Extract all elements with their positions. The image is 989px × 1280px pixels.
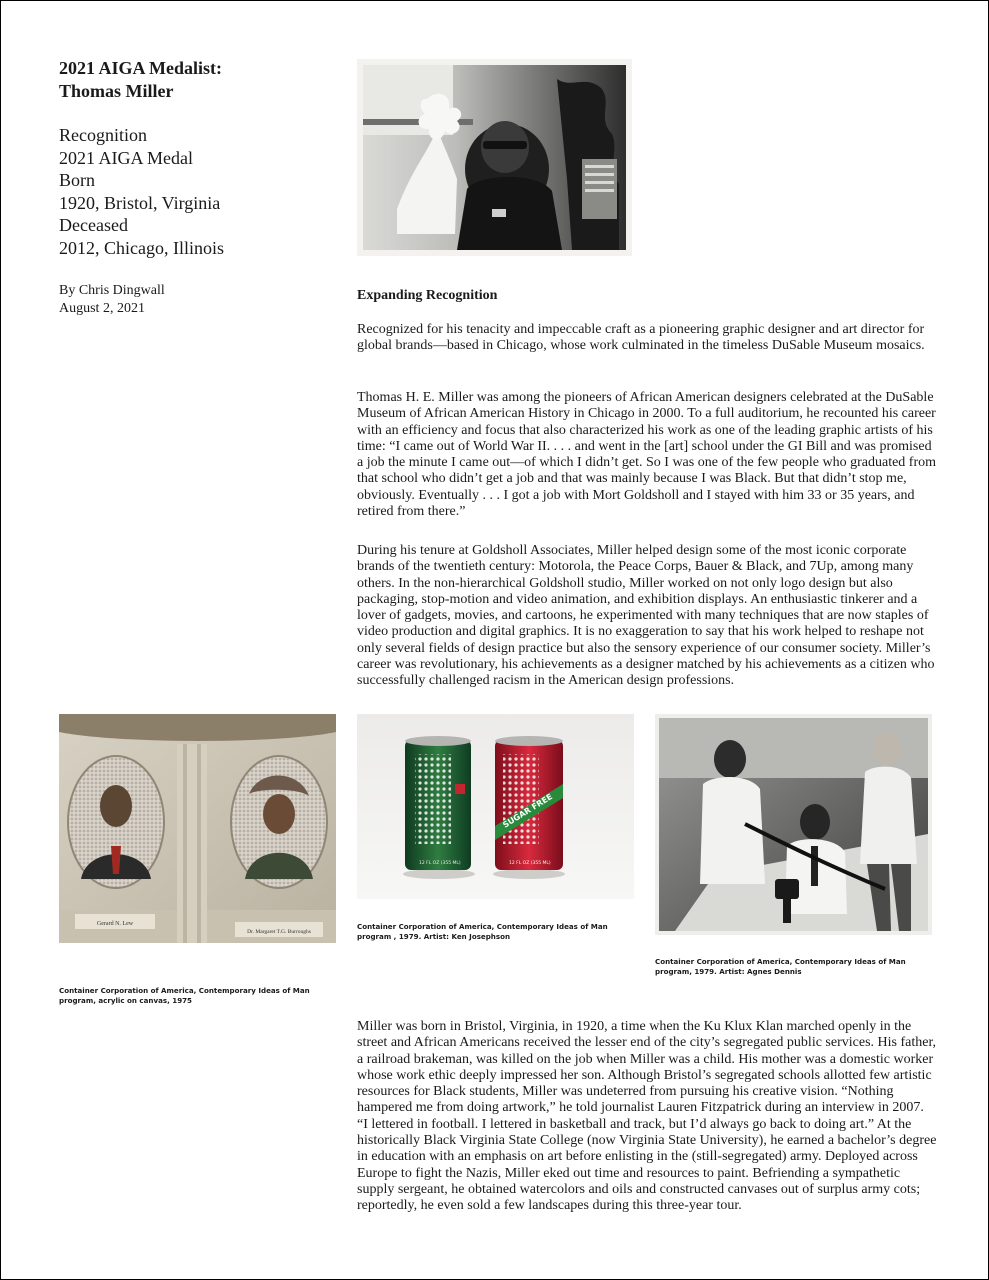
- cans-photo: [357, 714, 634, 899]
- cans-caption: Container Corporation of America, Contemporary Ideas of Man program , 1979. Artist: Ken Josephson: [357, 922, 608, 941]
- deceased-value: 2012, Chicago, Illinois: [59, 237, 224, 258]
- article-paragraph: Miller was born in Bristol, Virginia, in 1920, a time when the Ku Klux Klan marched openly in the street and African Americans received the lesser end of the city’s segregated public services. His father, a railroad brakeman, was killed on the job when Miller was a child. His mother was a domestic worker whose work ethic deeply impressed her son. Although Bristol’s segregated schools allotted few artistic resources for Black students, Miller was undeterred from pursuing his creative vision. “Nothing hampered me from doing artwork,” he told journalist Lauren Fitzpatrick during an interview in 2007. “I lettered in football. I lettered in basketball and track, but I’d always go back to doing art.” At the historically Black Virginia State College (now Virginia State University), he earned a bachelor’s degree in education with an emphasis on art before enlisting in the (still-segregated) army. Deployed across Europe to fight the Nazis, Miller eked out time and resources to paint. Befriending a sympathetic supply sergeant, he obtained watercolors and oils and constructed canvases out of surplus army cots; reportedly, he even sold a few landscapes during this three-year tour.: [357, 1019, 937, 1214]
- born-label: Born: [59, 170, 95, 191]
- studio-photo: [655, 714, 932, 935]
- section-heading: Expanding Recognition: [357, 288, 498, 303]
- title-line-2: Thomas Miller: [59, 81, 174, 101]
- mosaic-photo: [59, 714, 336, 943]
- recognition-value: 2021 AIGA Medal: [59, 147, 193, 168]
- bio-meta: [59, 124, 339, 260]
- article-paragraph: Thomas H. E. Miller was among the pioneers of African American designers celebrated at the DuSable Museum of African American History in Chicago in 2000. To a full auditorium, he recounted his career with an efficiency and focus that also characterized his work as one of the leading graphic artists of his time: “I came out of World War II. . . . and went in the [art] school under the GI Bill and was promised a job the minute I came out—of which I didn’t get. So I was one of the few people who graduated from that school who didn’t get a job and that was mainly because I was Black. But that didn’t stop me, obviously. Eventually . . . I got a job with Mort Goldsholl and I stayed with him 33 or 35 years, and retired from there.”: [357, 390, 937, 520]
- byline: [59, 282, 339, 318]
- can-stripe-text: SUGAR FREE: [501, 792, 555, 830]
- byline-date: August 2, 2021: [59, 301, 145, 316]
- can-size-red: 12 FL OZ (355 ML): [509, 861, 551, 866]
- mosaic-caption: Container Corporation of America, Contemporary Ideas of Man program, acrylic on canvas, 1975: [59, 986, 310, 1005]
- born-value: 1920, Bristol, Virginia: [59, 192, 221, 213]
- hero-photo: [357, 59, 632, 256]
- can-size-green: 12 FL OZ (355 ML): [419, 861, 461, 866]
- article-paragraph: During his tenure at Goldsholl Associates, Miller helped design some of the most iconic corporate brands of the twentieth century: Motorola, the Peace Corps, Bauer & Black, and 7Up, among many others. In the non-hierarchical Goldsholl studio, Miller worked on not only logo design but also packaging, stop-motion and video animation, and exhibition displays. An enthusiastic tinkerer and a lover of gadgets, movies, and cartoons, he experimented with many techniques that are now staples of video production and digital graphics. It is no exaggeration to say that his work helped to reshape not only several fields of design practice but also the sensory experience of our consumer society. Miller’s career was revolutionary, his achievements as a designer matched by his achievements as a citizen who successfully challenged racism in the American design professions.: [357, 543, 935, 689]
- title-line-1: 2021 AIGA Medalist:: [59, 58, 223, 78]
- recognition-label: Recognition: [59, 125, 147, 145]
- plaque-right-text: Dr. Margaret T.G. Burroughs: [247, 929, 311, 935]
- article-paragraph: Recognized for his tenacity and impeccable craft as a pioneering graphic designer and art director for global brands—based in Chicago, whose work culminated in the timeless DuSable Museum mosaics.: [357, 322, 925, 354]
- deceased-label: Deceased: [59, 215, 128, 236]
- page-title: [59, 57, 339, 103]
- studio-caption: Container Corporation of America, Contemporary Ideas of Man program, 1979. Artist: Agnes Dennis: [655, 957, 906, 976]
- plaque-left-text: Gerard N. Lew: [96, 921, 134, 927]
- byline-author: By Chris Dingwall: [59, 283, 165, 298]
